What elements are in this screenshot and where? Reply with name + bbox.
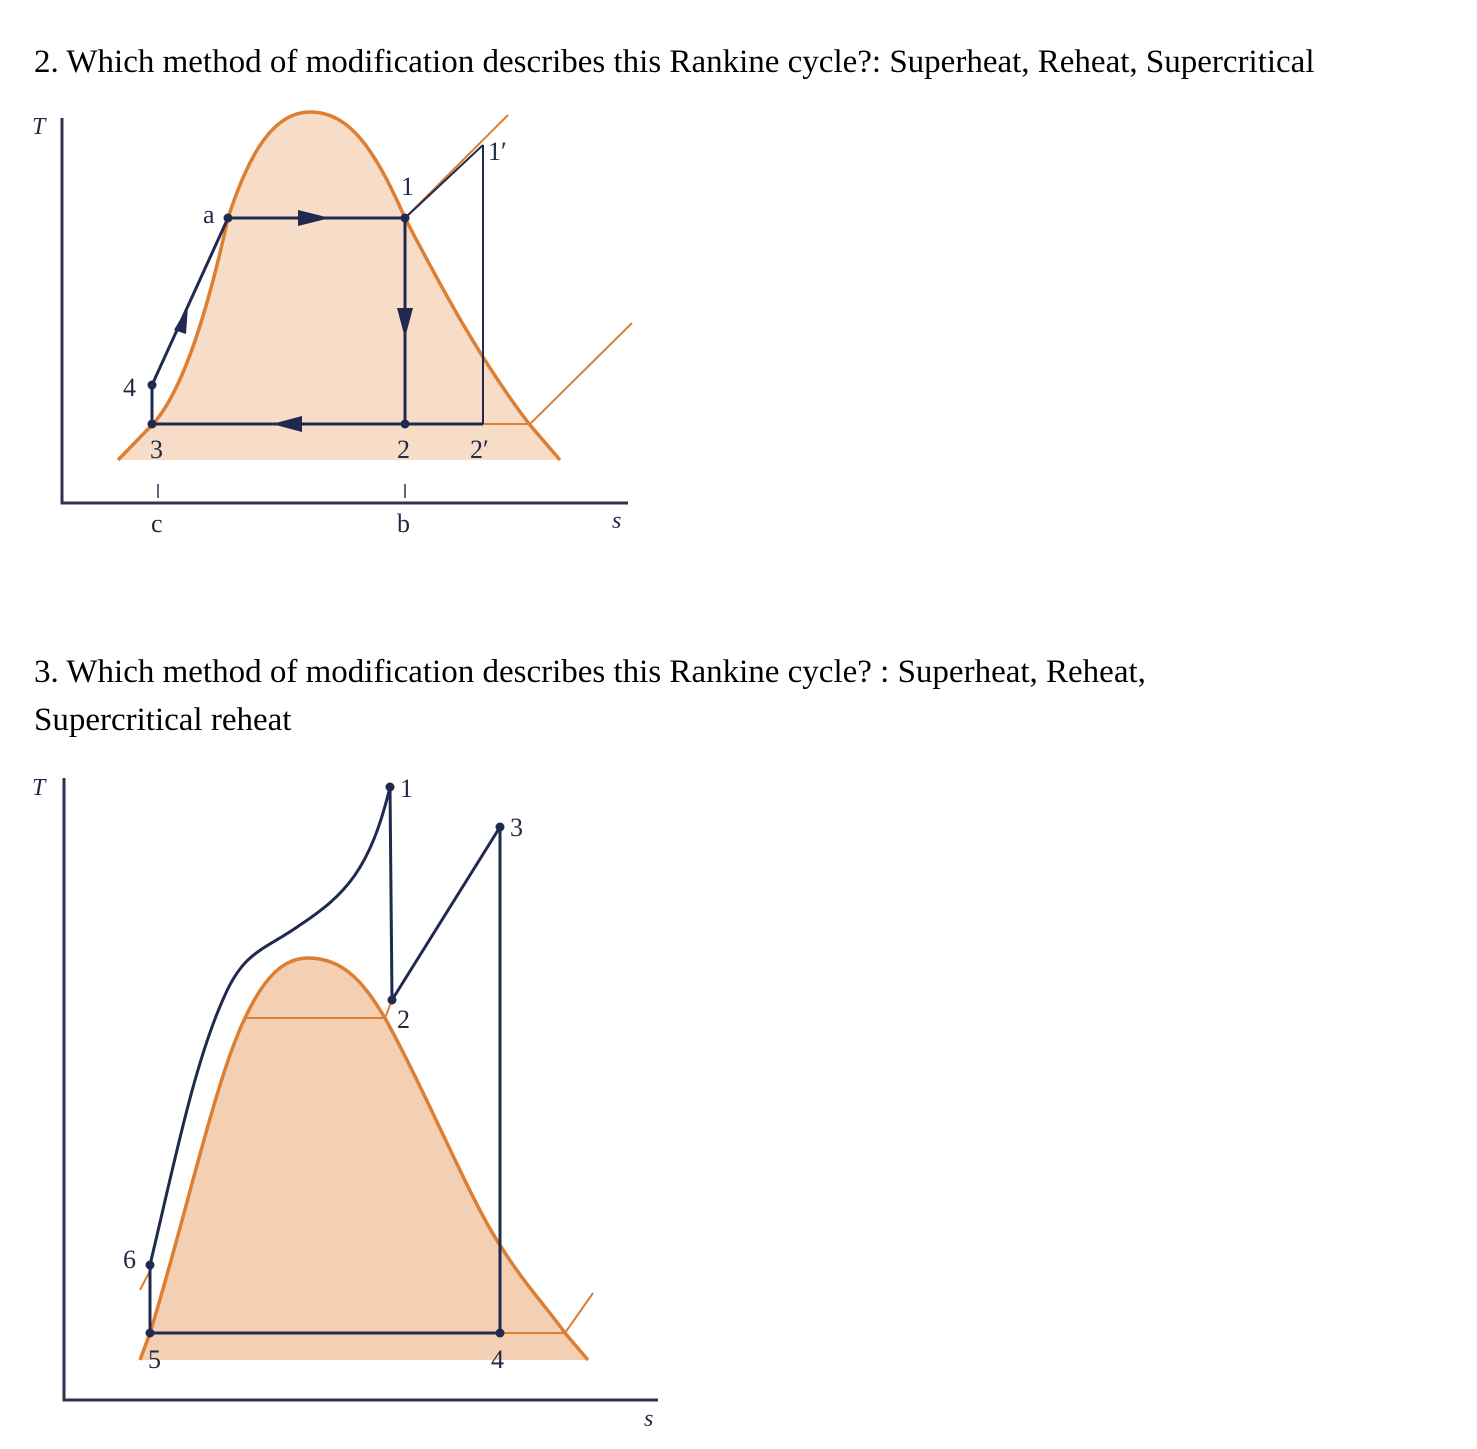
axis-label-t: T	[32, 114, 46, 140]
tick-label-b: b	[397, 509, 410, 538]
tick-label-c: c	[151, 509, 163, 538]
process-1-1prime	[405, 145, 483, 218]
point-label-a: a	[203, 200, 215, 229]
point-label-6-2: 6	[123, 1245, 136, 1274]
question-3: 3. Which method of modification describes this Rankine cycle? : Superheat, Reheat, Supercritical reheat	[34, 654, 1146, 738]
arrow-up	[174, 306, 188, 334]
point-label-1: 1	[401, 172, 414, 201]
process-1-2	[390, 787, 392, 1000]
point-label-1prime: 1′	[488, 137, 507, 166]
point-label-4: 4	[123, 373, 136, 402]
point-label-4-2: 4	[491, 1345, 504, 1374]
axis-label-t-2: T	[32, 775, 46, 801]
axis-label-s-2: s	[644, 1406, 654, 1432]
process-2-3	[392, 827, 500, 1000]
point-label-5-2: 5	[148, 1345, 161, 1374]
point-label-2prime: 2′	[470, 435, 489, 464]
ts-diagram-supercritical-reheat	[32, 774, 658, 1432]
point-label-3-2: 3	[510, 813, 523, 842]
question-2: 2. Which method of modification describes this Rankine cycle?: Superheat, Reheat, Supercritical	[34, 44, 1315, 80]
point-label-2: 2	[397, 435, 410, 464]
point-label-2-2: 2	[397, 1005, 410, 1034]
ts-diagram-superheat	[32, 112, 632, 538]
point-label-3: 3	[150, 435, 163, 464]
point-label-1-2: 1	[400, 774, 413, 803]
axis-label-s: s	[612, 508, 622, 534]
